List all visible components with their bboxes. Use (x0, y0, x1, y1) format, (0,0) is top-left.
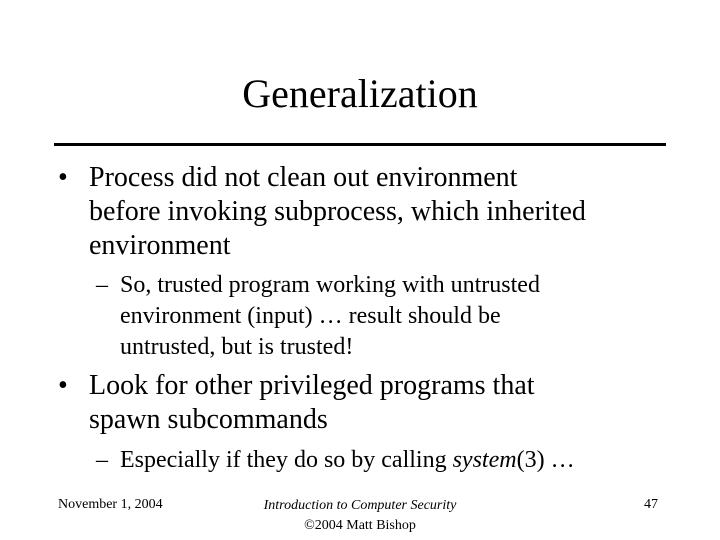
sub-bullet-suffix: (3) … (516, 447, 575, 473)
sub-bullet-marker: – (96, 447, 108, 473)
bullet-line: spawn subcommands (89, 404, 328, 435)
bullet-line: Look for other privileged programs that (89, 370, 535, 401)
bullet-line: Process did not clean out environment (89, 162, 518, 193)
sub-bullet-text (120, 270, 680, 363)
footer-course: Introduction to Computer Security (263, 498, 457, 513)
sub-bullet-line: environment (input) … result should be (120, 303, 501, 329)
footer-page-number: 47 (644, 497, 658, 512)
footer-date: November 1, 2004 (58, 497, 163, 512)
footer-copyright: ©2004 Matt Bishop (304, 518, 416, 533)
sub-bullet-marker: – (96, 272, 108, 298)
bullet-line: before invoking subprocess, which inherited (89, 196, 586, 227)
sub-bullet-emphasis: system (452, 447, 517, 473)
bullet-marker: • (58, 162, 68, 193)
sub-bullet-text (120, 445, 680, 476)
slide-title: Generalization (242, 71, 478, 116)
bullet-text (89, 369, 679, 437)
title-divider (54, 143, 666, 146)
bullet-marker: • (58, 370, 68, 401)
sub-bullet-line: untrusted, but is trusted! (120, 334, 354, 360)
sub-bullet-prefix: Especially if they do so by calling (120, 447, 453, 473)
sub-bullet-line: So, trusted program working with untrusted (120, 272, 540, 298)
footer-center (230, 496, 490, 536)
bullet-text (89, 161, 679, 263)
bullet-line: environment (89, 230, 231, 261)
